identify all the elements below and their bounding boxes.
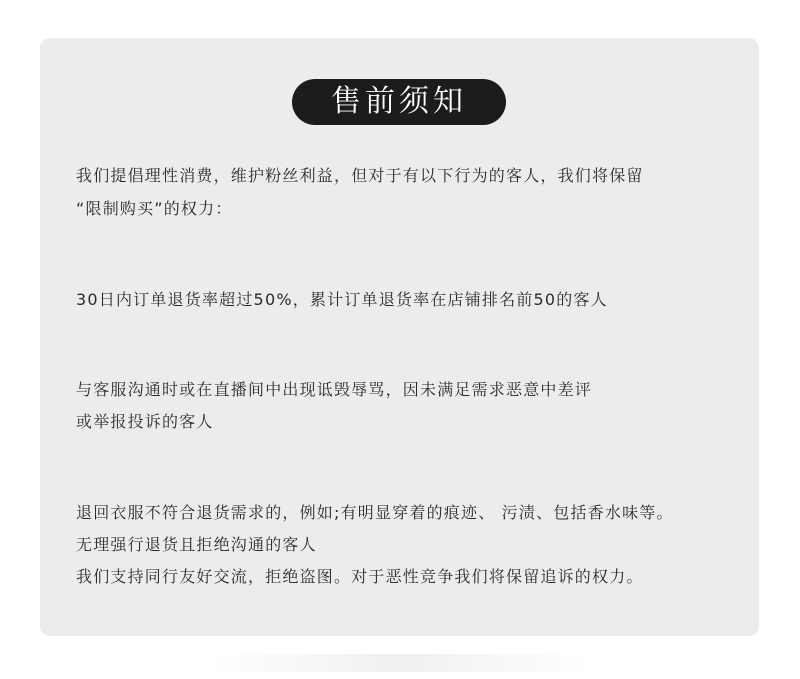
notice-line: 我们支持同行友好交流，拒绝盗图。对于恶性竞争我们将保留追诉的权力。 — [76, 567, 644, 586]
notice-line: 退回衣服不符合退货需求的，例如;有明显穿着的痕迹、 污渍、包括香水味等。 — [76, 503, 674, 522]
notice-line: 与客服沟通时或在直播间中出现诋毁辱骂，因未满足需求恶意中差评 — [76, 380, 593, 399]
page-title: 售前须知 — [331, 84, 467, 119]
notice-line: 30日内订单退货率超过50%，累计订单退货率在店铺排名前50的客人 — [76, 290, 608, 309]
bottom-shadow — [210, 654, 590, 672]
notice-line: 我们提倡理性消费，维护粉丝利益，但对于有以下行为的客人，我们将保留 — [76, 166, 644, 185]
notice-line: “限制购买”的权力： — [76, 199, 233, 218]
notice-line: 无理强行退货且拒绝沟通的客人 — [76, 535, 317, 554]
notice-line: 或举报投诉的客人 — [76, 412, 214, 431]
title-badge — [292, 79, 506, 125]
